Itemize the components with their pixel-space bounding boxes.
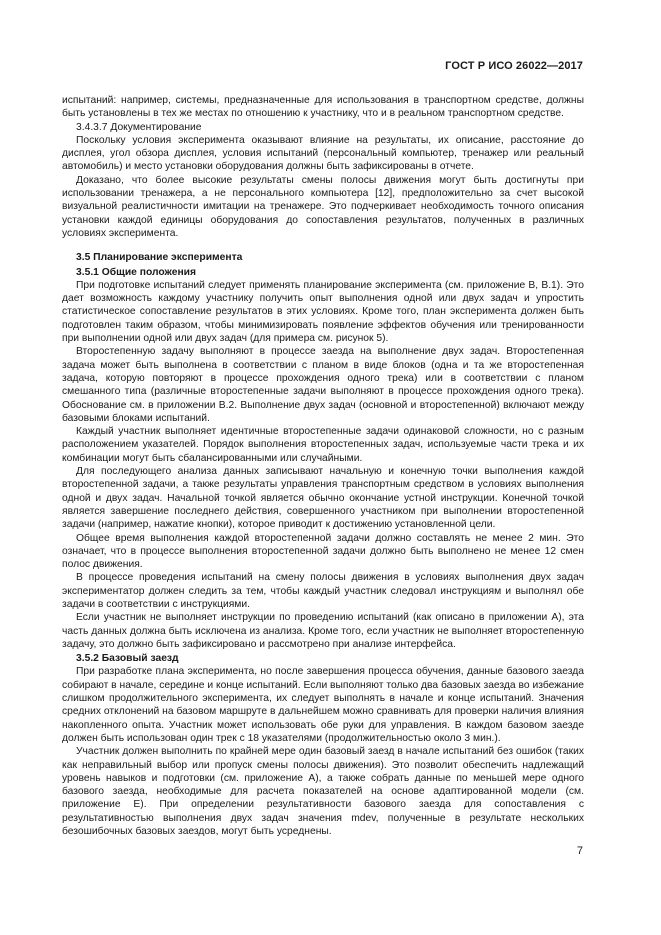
paragraph: При разработке плана эксперимента, но после завершения процесса обучения, данные базового заезда собирают в начале, середине и конце испытаний. Если выполняют только два базовых заезда во избежание слишком продолжительного эксперимента, их следует выполнять в начале и конце испытаний. Значения средних отклонений на базовом маршруте в дальнейшем можно сравнивать для проверки наличия влияния накопленного опыта. Участник может использовать обе руки для управления. В каждом базовом заезде должен быть использован один трек с 18 указателями (продолжительностью около 3 мин.). <box>62 666 584 744</box>
section-heading: 3.5 Планирование эксперимента <box>76 252 243 264</box>
paragraph: Каждый участник выполняет идентичные второстепенные задачи одинаковой сложности, но с разным расположением указателей. Порядок выполнения второстепенных задач, используемые части трека и их комбинации могут быть сбалансированными или случайными. <box>62 426 584 464</box>
paragraph: При подготовке испытаний следует применять планирование эксперимента (см. приложение В, В.1). Это дает возможность каждому участнику получить опыт выполнения одной или двух задач и упростить статистическое сопоставление результатов в этих условиях. Кроме того, план эксперимента должен быть подготовлен таким образом, чтобы минимизировать появление эффектов обучения или тренированности при выполнении одной или двух задач (для примера см. рисунок 5). <box>62 279 584 345</box>
subsection-heading: 3.5.1 Общие положения <box>76 266 196 278</box>
paragraph: Общее время выполнения каждой второстепенной задачи должно составлять не менее 2 мин. Это означает, что в процессе выполнения второстепенной задачи должно быть выполнено не менее 12 смен полос движения. <box>62 532 584 571</box>
paragraph: Участник должен выполнить по крайней мере один базовый заезд в начале испытаний без ошибок (таких как неправильный выбор или пропуск смены полосы движения). Это позволит обеспечить надлежащий уровень навыков и подготовки (см. приложение А), а также собрать данные по меньшей мере одного базового заезда, необходимые для расчета показателей на основе адаптированной модели (см. приложение Е). При определении результативности базового заезда для сопоставления с результативностью выполнения двух задач значения mdev, полученные в результате нескольких безошибочных базовых заездов, могут быть усреднены. <box>62 746 584 838</box>
paragraph: Доказано, что более высокие результаты смены полосы движения могут быть достигнуты при использовании тренажера, а не персонального компьютера [12], предположительно за счет высокой визуальной реалистичности имитации на тренажере. Это подчеркивает необходимость точного описания установки каждой единицы оборудования до сопоставления результатов, полученных в различных условиях эксперимента. <box>62 174 584 239</box>
paragraph: Поскольку условия эксперимента оказывают влияние на результаты, их описание, расстояние до дисплея, угол обзора дисплея, условия испытаний (персональный компьютер, тренажер или реальный автомобиль) и место установки оборудования должны быть зафиксированы в отчете. <box>62 134 584 173</box>
subsection-title: 3.4.3.7 Документирование <box>76 121 202 133</box>
paragraph: Если участник не выполняет инструкции по проведению испытаний (как описано в приложении А), эта часть данных должна быть исключена из анализа. Кроме того, если участник не выполняет второстепенную задачу, это должно быть зафиксировано и рассмотрено при анализе интерфейса. <box>62 612 584 650</box>
page-number: 7 <box>576 845 583 857</box>
paragraph: Для последующего анализа данных записывают начальную и конечную точки выполнения каждой второстепенной задачи, а также результаты управления транспортным средством в условиях выполнения одной и двух задач. Начальной точкой является обычно окончание устной инструкции. Конечной точкой является завершение последнего действия, совершенного участником при выполнении второстепенной задачи (например, нажатие кнопки), которое приводит к достижению установленной цели. <box>62 466 584 531</box>
document-id-header: ГОСТ Р ИСО 26022—2017 <box>445 60 583 72</box>
paragraph: Второстепенную задачу выполняют в процессе заезда на выполнение двух задач. Второстепенная задача может быть выполнена в соответствии с планом в виде блоков (одна и та же второстепенная задача, которую повторяют в процессе прохождения одного трека) или в соответствии с планом смешанного типа (различные второстепенные задачи выполняют в процессе прохождения одного трека). Обоснование см. в приложении В.2. Выполнение двух задач (основной и второстепенной) включают между базовыми блоками испытаний. <box>62 346 584 424</box>
paragraph: испытаний: например, системы, предназначенные для использования в транспортном средстве, должны быть установлены в тех же местах по отношению к участнику, что и в реальном транспортном средстве. <box>62 95 584 120</box>
page-body <box>62 94 584 838</box>
paragraph: В процессе проведения испытаний на смену полосы движения в условиях выполнения двух задач экспериментатор должен следить за тем, чтобы каждый участник следовал инструкциям и выполнял обе задачи в соответствии с инструкциями. <box>62 572 584 610</box>
subsection-heading: 3.5.2 Базовый заезд <box>76 653 179 665</box>
